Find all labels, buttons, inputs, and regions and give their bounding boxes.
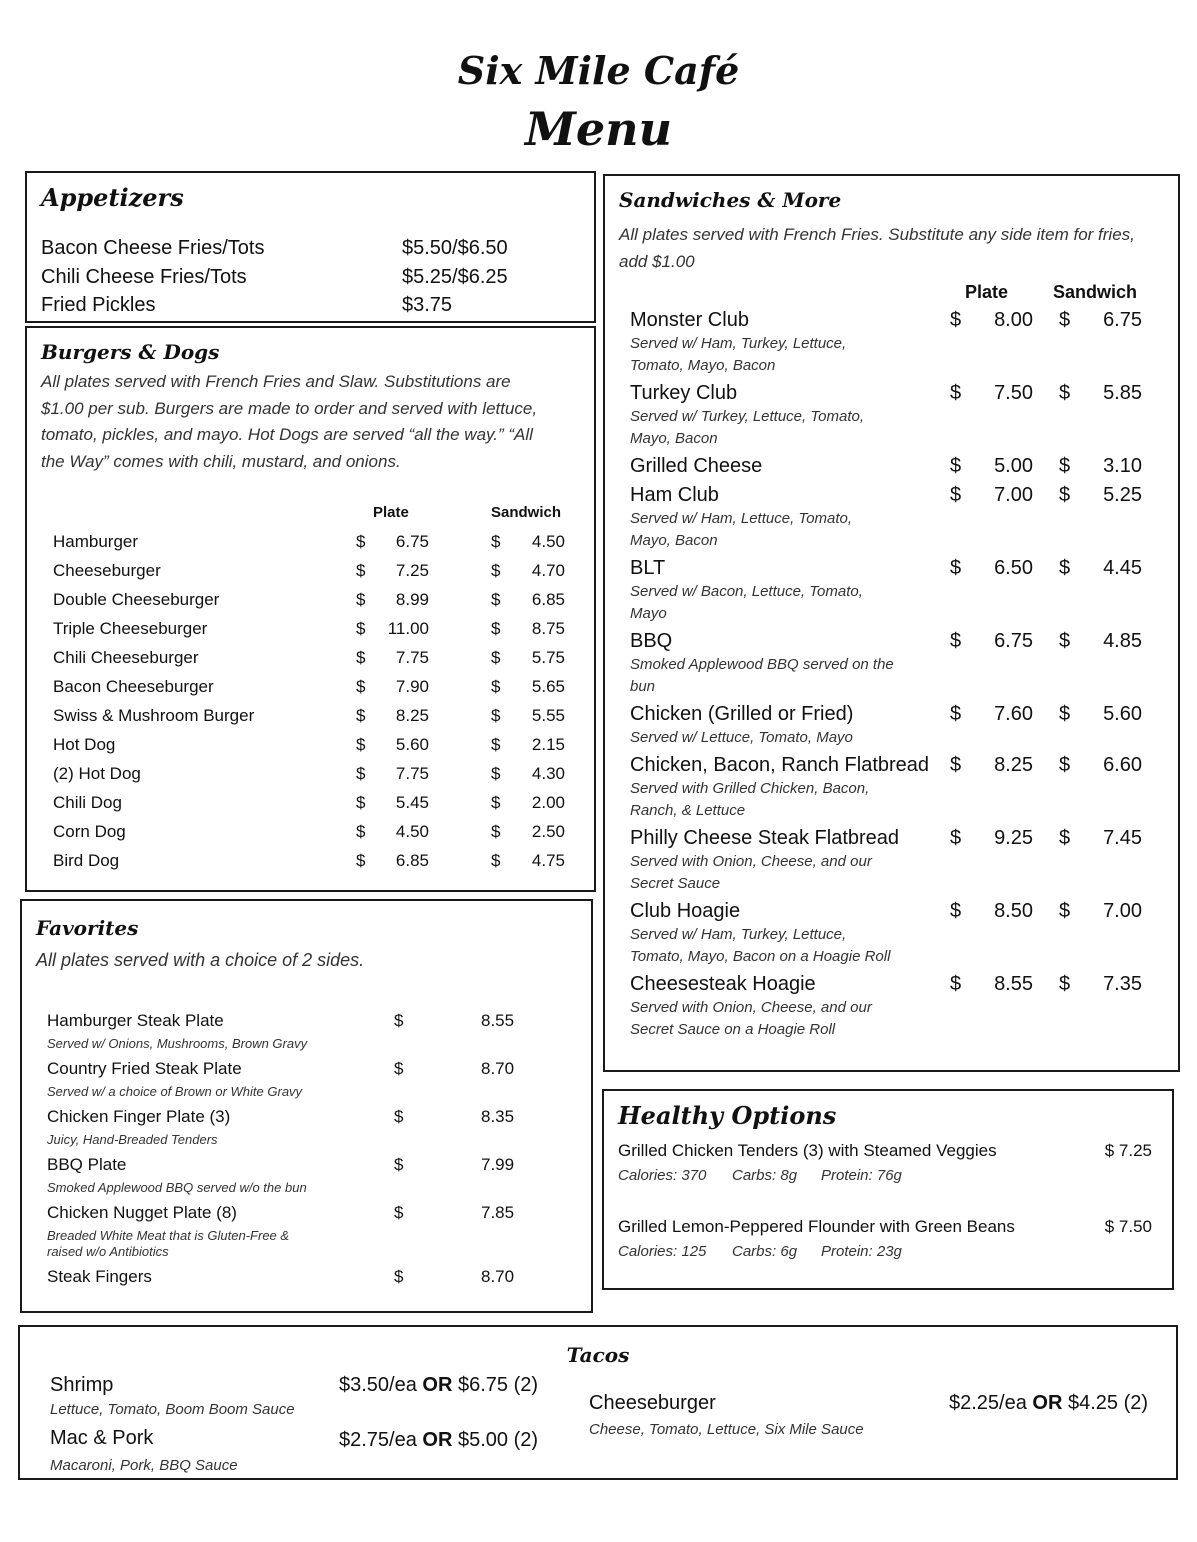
burger-plate-price: 7.25 — [395, 561, 429, 580]
sandwich-currency: $ — [1059, 973, 1071, 995]
burger-sandwich-price: 6.85 — [531, 590, 565, 609]
plate-currency: $ — [950, 900, 962, 922]
sandwich-item-description: Mayo, Bacon — [630, 532, 718, 549]
favorite-item-description: Breaded White Meat that is Gluten-Free & — [47, 1228, 290, 1243]
sandwich-item-description: Secret Sauce — [630, 875, 721, 892]
sandwich-plate-price: 7.60 — [994, 703, 1033, 725]
healthy-item-protein: Protein: 23g — [821, 1243, 902, 1260]
burger-plate-price: 6.85 — [395, 851, 429, 870]
sandwich-sandwich-price: 7.45 — [1103, 827, 1142, 849]
appetizer-name: Fried Pickles — [41, 294, 156, 316]
sandwiches-section — [603, 174, 1180, 1072]
favorite-item-description: Smoked Applewood BBQ served w/o the bun — [47, 1180, 307, 1195]
taco-description: Lettuce, Tomato, Boom Boom Sauce — [50, 1401, 295, 1418]
taco-name: Cheeseburger — [589, 1392, 716, 1414]
burger-sandwich-price: 5.55 — [531, 706, 565, 725]
burger-item-name: (2) Hot Dog — [53, 764, 141, 783]
sandwich-item-description: Served w/ Ham, Lettuce, Tomato, — [630, 510, 853, 527]
favorites-description: All plates served with a choice of 2 sides. — [36, 950, 365, 970]
sandwich-item-name: Philly Cheese Steak Flatbread — [630, 827, 900, 849]
sandwich-item-description: Mayo, Bacon — [630, 430, 718, 447]
appetizer-name: Bacon Cheese Fries/Tots — [41, 237, 265, 259]
burger-sandwich-price: 5.75 — [531, 648, 565, 667]
sandwich-item-description: Served w/ Bacon, Lettuce, Tomato, — [630, 583, 863, 600]
healthy-options-title: Healthy Options — [618, 1101, 837, 1130]
sandwich-item-name: Cheesesteak Hoagie — [630, 973, 816, 995]
burger-item-name: Chili Cheeseburger — [53, 648, 199, 667]
plate-currency: $ — [356, 764, 366, 783]
sandwich-item-description: Served with Onion, Cheese, and our — [630, 999, 872, 1016]
favorite-item-name: Country Fried Steak Plate — [47, 1059, 242, 1078]
plate-currency: $ — [950, 309, 962, 331]
plate-currency: $ — [356, 793, 366, 812]
burger-plate-price: 8.99 — [395, 590, 429, 609]
burger-item-name: Double Cheeseburger — [53, 590, 220, 609]
healthy-item-name: Grilled Lemon-Peppered Flounder with Green Beans — [618, 1217, 1015, 1236]
taco-price-pair: $4.25 (2) — [1067, 1392, 1149, 1414]
favorite-item-price: 8.35 — [481, 1107, 515, 1126]
favorites-section — [20, 899, 593, 1313]
favorite-item-price: 7.99 — [481, 1155, 515, 1174]
sandwich-currency: $ — [1059, 827, 1071, 849]
burger-plate-price: 11.00 — [387, 619, 429, 638]
sandwich-currency: $ — [1059, 754, 1071, 776]
plate-column-header: Plate — [373, 504, 409, 521]
appetizer-price: $3.75 — [402, 294, 453, 316]
favorite-currency: $ — [394, 1155, 404, 1174]
favorite-item-description: Served w/ Onions, Mushrooms, Brown Gravy — [47, 1036, 308, 1051]
sandwiches-title: Sandwiches & More — [619, 188, 842, 212]
favorite-item-price: 7.85 — [481, 1203, 515, 1222]
plate-currency: $ — [356, 561, 366, 580]
favorite-currency: $ — [394, 1059, 404, 1078]
sandwich-item-description: Smoked Applewood BBQ served on the — [630, 656, 894, 673]
appetizers-title: Appetizers — [41, 183, 184, 212]
appetizers-section — [25, 171, 596, 323]
tacos-section — [18, 1325, 1178, 1480]
taco-price-each: $2.25/ea — [949, 1392, 1027, 1414]
burger-sandwich-price: 4.70 — [531, 561, 565, 580]
sandwich-sandwich-price: 7.35 — [1103, 973, 1142, 995]
plate-currency: $ — [950, 754, 962, 776]
burgers-section — [25, 326, 596, 892]
sandwich-plate-price: 5.00 — [994, 455, 1033, 477]
burger-plate-price: 8.25 — [395, 706, 429, 725]
burger-plate-price: 4.50 — [395, 822, 429, 841]
healthy-item-price: $ 7.25 — [1104, 1141, 1152, 1160]
plate-column-header: Plate — [965, 282, 1009, 302]
sandwich-item-name: BBQ — [630, 630, 673, 652]
plate-currency: $ — [356, 532, 366, 551]
plate-currency: $ — [950, 382, 962, 404]
healthy-item-calories: Calories: 125 — [618, 1243, 707, 1260]
taco-name: Mac & Pork — [50, 1427, 154, 1449]
taco-name: Shrimp — [50, 1374, 114, 1396]
burger-item-name: Triple Cheeseburger — [53, 619, 208, 638]
taco-description: Macaroni, Pork, BBQ Sauce — [50, 1457, 238, 1474]
menu-title: Menu — [524, 102, 673, 156]
sandwich-item-description: Secret Sauce on a Hoagie Roll — [630, 1021, 836, 1038]
plate-currency: $ — [356, 706, 366, 725]
favorite-item-name: Hamburger Steak Plate — [47, 1011, 224, 1030]
burger-item-name: Cheeseburger — [53, 561, 161, 580]
sandwich-currency: $ — [491, 735, 501, 754]
sandwich-currency: $ — [491, 822, 501, 841]
sandwich-sandwich-price: 4.85 — [1103, 630, 1142, 652]
burgers-description: tomato, pickles, and mayo. Hot Dogs are served “all the way.” “All — [41, 425, 533, 444]
favorites-title: Favorites — [36, 916, 139, 940]
taco-price — [339, 1374, 538, 1397]
taco-price-each: $2.75/ea — [339, 1429, 417, 1451]
favorite-item-price: 8.70 — [481, 1267, 515, 1286]
burger-item-name: Hamburger — [53, 532, 139, 551]
sandwich-sandwich-price: 6.75 — [1103, 309, 1142, 331]
burger-plate-price: 7.75 — [395, 764, 429, 783]
taco-or-word: OR — [422, 1374, 453, 1396]
sandwich-item-description: Served w/ Ham, Turkey, Lettuce, — [630, 926, 847, 943]
sandwiches-description: All plates served with French Fries. Substitute any side item for fries, — [619, 225, 1135, 244]
plate-currency: $ — [950, 973, 962, 995]
taco-or-word: OR — [1032, 1392, 1063, 1414]
burgers-title: Burgers & Dogs — [41, 340, 220, 364]
burger-item-name: Bird Dog — [53, 851, 120, 870]
plate-currency: $ — [356, 677, 366, 696]
burger-sandwich-price: 8.75 — [531, 619, 565, 638]
sandwich-currency: $ — [491, 590, 501, 609]
plate-currency: $ — [950, 630, 962, 652]
favorite-item-name: Chicken Finger Plate (3) — [47, 1107, 231, 1126]
appetizer-price: $5.50/$6.50 — [402, 237, 508, 259]
healthy-item-name: Grilled Chicken Tenders (3) with Steamed Veggies — [618, 1141, 997, 1160]
plate-currency: $ — [356, 648, 366, 667]
sandwich-currency: $ — [491, 561, 501, 580]
plate-currency: $ — [356, 851, 366, 870]
sandwich-sandwich-price: 5.60 — [1103, 703, 1142, 725]
healthy-item-calories: Calories: 370 — [618, 1167, 707, 1184]
sandwich-item-description: Served w/ Ham, Turkey, Lettuce, — [630, 335, 847, 352]
sandwich-item-name: Chicken, Bacon, Ranch Flatbread — [630, 754, 930, 776]
plate-currency: $ — [356, 822, 366, 841]
plate-currency: $ — [356, 735, 366, 754]
burger-sandwich-price: 4.30 — [531, 764, 565, 783]
taco-price — [339, 1429, 538, 1452]
favorite-item-name: Chicken Nugget Plate (8) — [47, 1203, 237, 1222]
sandwich-item-name: Monster Club — [630, 309, 749, 331]
sandwich-currency: $ — [1059, 900, 1071, 922]
favorite-item-description: Served w/ a choice of Brown or White Gravy — [47, 1084, 303, 1099]
sandwich-column-header: Sandwich — [1053, 282, 1138, 302]
sandwich-item-description: Served w/ Turkey, Lettuce, Tomato, — [630, 408, 864, 425]
sandwich-item-description: Ranch, & Lettuce — [630, 802, 746, 819]
sandwich-currency: $ — [1059, 703, 1071, 725]
sandwich-currency: $ — [1059, 309, 1071, 331]
taco-or-word: OR — [422, 1429, 453, 1451]
burger-plate-price: 6.75 — [395, 532, 429, 551]
favorite-currency: $ — [394, 1011, 404, 1030]
sandwich-column-header: Sandwich — [491, 504, 562, 521]
sandwich-sandwich-price: 6.60 — [1103, 754, 1142, 776]
sandwiches-description: add $1.00 — [619, 252, 695, 271]
plate-currency: $ — [950, 455, 962, 477]
burger-plate-price: 5.45 — [395, 793, 429, 812]
favorite-item-description: raised w/o Antibiotics — [47, 1244, 169, 1259]
sandwich-currency: $ — [491, 619, 501, 638]
healthy-item-carbs: Carbs: 8g — [732, 1167, 798, 1184]
sandwich-plate-price: 8.00 — [994, 309, 1033, 331]
plate-currency: $ — [356, 619, 366, 638]
sandwich-currency: $ — [491, 677, 501, 696]
plate-currency: $ — [950, 557, 962, 579]
sandwich-item-description: Served with Grilled Chicken, Bacon, — [630, 780, 870, 797]
sandwich-currency: $ — [491, 706, 501, 725]
sandwich-item-name: Ham Club — [630, 484, 719, 506]
plate-currency: $ — [950, 703, 962, 725]
burgers-description: All plates served with French Fries and Slaw. Substitutions are — [41, 372, 511, 391]
burger-sandwich-price: 2.00 — [531, 793, 565, 812]
burger-plate-price: 7.90 — [395, 677, 429, 696]
burger-item-name: Corn Dog — [53, 822, 126, 841]
burgers-description: the Way” comes with chili, mustard, and onions. — [41, 452, 401, 471]
sandwich-item-name: BLT — [630, 557, 666, 579]
burger-sandwich-price: 4.75 — [531, 851, 565, 870]
favorite-item-price: 8.55 — [481, 1011, 515, 1030]
favorite-currency: $ — [394, 1203, 404, 1222]
sandwich-item-name: Grilled Cheese — [630, 455, 763, 477]
burger-sandwich-price: 2.15 — [531, 735, 565, 754]
sandwich-sandwich-price: 7.00 — [1103, 900, 1142, 922]
sandwich-plate-price: 8.55 — [994, 973, 1033, 995]
sandwich-currency: $ — [491, 764, 501, 783]
sandwich-plate-price: 8.25 — [994, 754, 1033, 776]
sandwich-currency: $ — [1059, 557, 1071, 579]
sandwich-item-name: Club Hoagie — [630, 900, 741, 922]
sandwich-item-description: Mayo — [630, 605, 667, 622]
sandwich-sandwich-price: 5.25 — [1103, 484, 1142, 506]
cafe-name: Six Mile Café — [457, 48, 740, 93]
burger-sandwich-price: 5.65 — [531, 677, 565, 696]
sandwich-currency: $ — [1059, 455, 1071, 477]
healthy-options-section — [602, 1089, 1174, 1290]
favorite-item-name: BBQ Plate — [47, 1155, 127, 1174]
healthy-item-carbs: Carbs: 6g — [732, 1243, 798, 1260]
sandwich-currency: $ — [491, 793, 501, 812]
appetizer-name: Chili Cheese Fries/Tots — [41, 266, 247, 288]
favorite-currency: $ — [394, 1107, 404, 1126]
taco-price-pair: $6.75 (2) — [457, 1374, 539, 1396]
sandwich-plate-price: 7.50 — [994, 382, 1033, 404]
sandwich-sandwich-price: 3.10 — [1103, 455, 1142, 477]
burgers-description: $1.00 per sub. Burgers are made to order and served with lettuce, — [41, 399, 538, 418]
sandwich-currency: $ — [491, 851, 501, 870]
sandwich-plate-price: 7.00 — [994, 484, 1033, 506]
burger-sandwich-price: 4.50 — [531, 532, 565, 551]
sandwich-currency: $ — [491, 532, 501, 551]
sandwich-plate-price: 9.25 — [994, 827, 1033, 849]
sandwich-item-name: Chicken (Grilled or Fried) — [630, 703, 854, 725]
sandwich-currency: $ — [1059, 630, 1071, 652]
sandwich-plate-price: 6.50 — [994, 557, 1033, 579]
taco-price-each: $3.50/ea — [339, 1374, 417, 1396]
taco-description: Cheese, Tomato, Lettuce, Six Mile Sauce — [589, 1421, 864, 1438]
sandwich-currency: $ — [1059, 382, 1071, 404]
burger-plate-price: 5.60 — [395, 735, 429, 754]
sandwich-item-name: Turkey Club — [630, 382, 738, 404]
plate-currency: $ — [950, 484, 962, 506]
sandwich-plate-price: 8.50 — [994, 900, 1033, 922]
burger-item-name: Swiss & Mushroom Burger — [53, 706, 255, 725]
sandwich-item-description: Tomato, Mayo, Bacon on a Hoagie Roll — [630, 948, 891, 965]
burger-item-name: Hot Dog — [53, 735, 116, 754]
healthy-item-protein: Protein: 76g — [821, 1167, 902, 1184]
burger-item-name: Bacon Cheeseburger — [53, 677, 214, 696]
sandwich-plate-price: 6.75 — [994, 630, 1033, 652]
burger-item-name: Chili Dog — [53, 793, 122, 812]
tacos-title: Tacos — [566, 1343, 630, 1367]
favorite-item-price: 8.70 — [481, 1059, 515, 1078]
sandwich-item-description: Served with Onion, Cheese, and our — [630, 853, 872, 870]
taco-price-pair: $5.00 (2) — [457, 1429, 539, 1451]
healthy-item-price: $ 7.50 — [1104, 1217, 1152, 1236]
favorite-item-name: Steak Fingers — [47, 1267, 152, 1286]
taco-price — [949, 1392, 1148, 1415]
sandwich-currency: $ — [1059, 484, 1071, 506]
sandwich-sandwich-price: 5.85 — [1103, 382, 1142, 404]
plate-currency: $ — [356, 590, 366, 609]
sandwich-item-description: bun — [630, 678, 656, 695]
sandwich-item-description: Served w/ Lettuce, Tomato, Mayo — [630, 729, 853, 746]
favorite-item-description: Juicy, Hand-Breaded Tenders — [47, 1132, 218, 1147]
sandwich-item-description: Tomato, Mayo, Bacon — [630, 357, 776, 374]
burger-plate-price: 7.75 — [395, 648, 429, 667]
plate-currency: $ — [950, 827, 962, 849]
appetizer-price: $5.25/$6.25 — [402, 266, 508, 288]
favorite-currency: $ — [394, 1267, 404, 1286]
sandwich-currency: $ — [491, 648, 501, 667]
burger-sandwich-price: 2.50 — [531, 822, 565, 841]
sandwich-sandwich-price: 4.45 — [1103, 557, 1142, 579]
